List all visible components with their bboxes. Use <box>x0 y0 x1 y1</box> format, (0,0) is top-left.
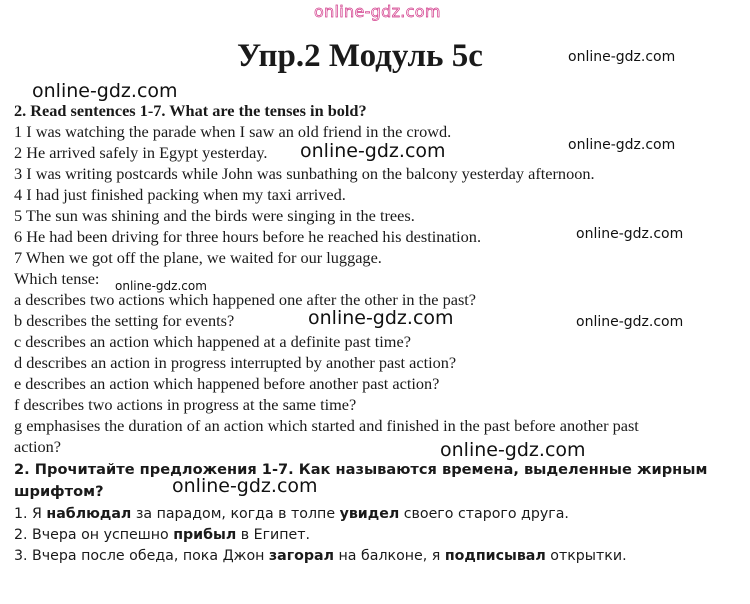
watermark: online-gdz.com <box>576 314 684 330</box>
bold-verb: прибыл <box>173 527 237 543</box>
sentence: 4 I had just finished packing when my taxi arrived. <box>14 185 346 204</box>
sentence: 3 I was writing postcards while John was sunbathing on the balcony yesterday afternoon. <box>14 164 595 183</box>
page-title: Упр.2 Модуль 5с <box>237 38 483 74</box>
text-fragment: своего старого друга. <box>399 506 569 522</box>
text-fragment: на балконе, я <box>334 548 445 564</box>
sentence: 2 He arrived safely in Egypt yesterday. <box>14 143 268 162</box>
bold-verb: увидел <box>339 506 400 522</box>
text-fragment: за парадом, когда в толпе <box>131 506 340 522</box>
watermark: online-gdz.com <box>440 439 586 461</box>
watermark: online-gdz.com <box>172 475 318 497</box>
option-continuation: action? <box>14 437 62 456</box>
watermark: online-gdz.com <box>568 49 676 65</box>
russian-sentence-1 <box>14 504 734 525</box>
sentence: 5 The sun was shining and the birds were singing in the trees. <box>14 206 415 225</box>
russian-sentence-3 <box>14 546 734 567</box>
russian-sentence-2 <box>14 525 734 546</box>
which-tense-label: Which tense: <box>14 269 100 288</box>
option: a describes two actions which happened one after the other in the past? <box>14 290 477 309</box>
watermark-top: online-gdz.com <box>314 2 441 21</box>
option: d describes an action in progress interrupted by another past action? <box>14 353 457 372</box>
watermark: online-gdz.com <box>576 226 684 242</box>
option: c describes an action which happened at a definite past time? <box>14 332 411 351</box>
watermark: online-gdz.com <box>32 80 178 102</box>
watermark: online-gdz.com <box>115 279 207 293</box>
text-fragment: в Египет. <box>236 527 311 543</box>
russian-heading-cont: шрифтом? <box>14 483 104 500</box>
russian-heading: 2. Прочитайте предложения 1-7. Как называются времена, выделенные жирным <box>14 461 708 478</box>
sentence: 6 He had been driving for three hours before he reached his destination. <box>14 227 482 246</box>
bold-verb: наблюдал <box>46 506 132 522</box>
text-fragment: 1. Я <box>14 506 47 522</box>
sentence: 7 When we got off the plane, we waited for our luggage. <box>14 248 382 267</box>
text-fragment: 3. Вчера после обеда, пока Джон <box>14 548 269 564</box>
option: f describes two actions in progress at the same time? <box>14 395 357 414</box>
option: b describes the setting for events? <box>14 311 235 330</box>
text-fragment: 2. Вчера он успешно <box>14 527 174 543</box>
sentence: 1 I was watching the parade when I saw an old friend in the crowd. <box>14 122 452 141</box>
bold-verb: загорал <box>268 548 335 564</box>
option: g emphasises the duration of an action which started and finished in the past before another past <box>14 416 639 435</box>
text-fragment: открытки. <box>545 548 627 564</box>
watermark: online-gdz.com <box>568 137 676 153</box>
option: e describes an action which happened before another past action? <box>14 374 440 393</box>
bold-verb: подписывал <box>444 548 546 564</box>
watermark: online-gdz.com <box>308 307 454 329</box>
exercise-heading: 2. Read sentences 1-7. What are the tenses in bold? <box>14 101 367 120</box>
watermark: online-gdz.com <box>300 140 446 162</box>
